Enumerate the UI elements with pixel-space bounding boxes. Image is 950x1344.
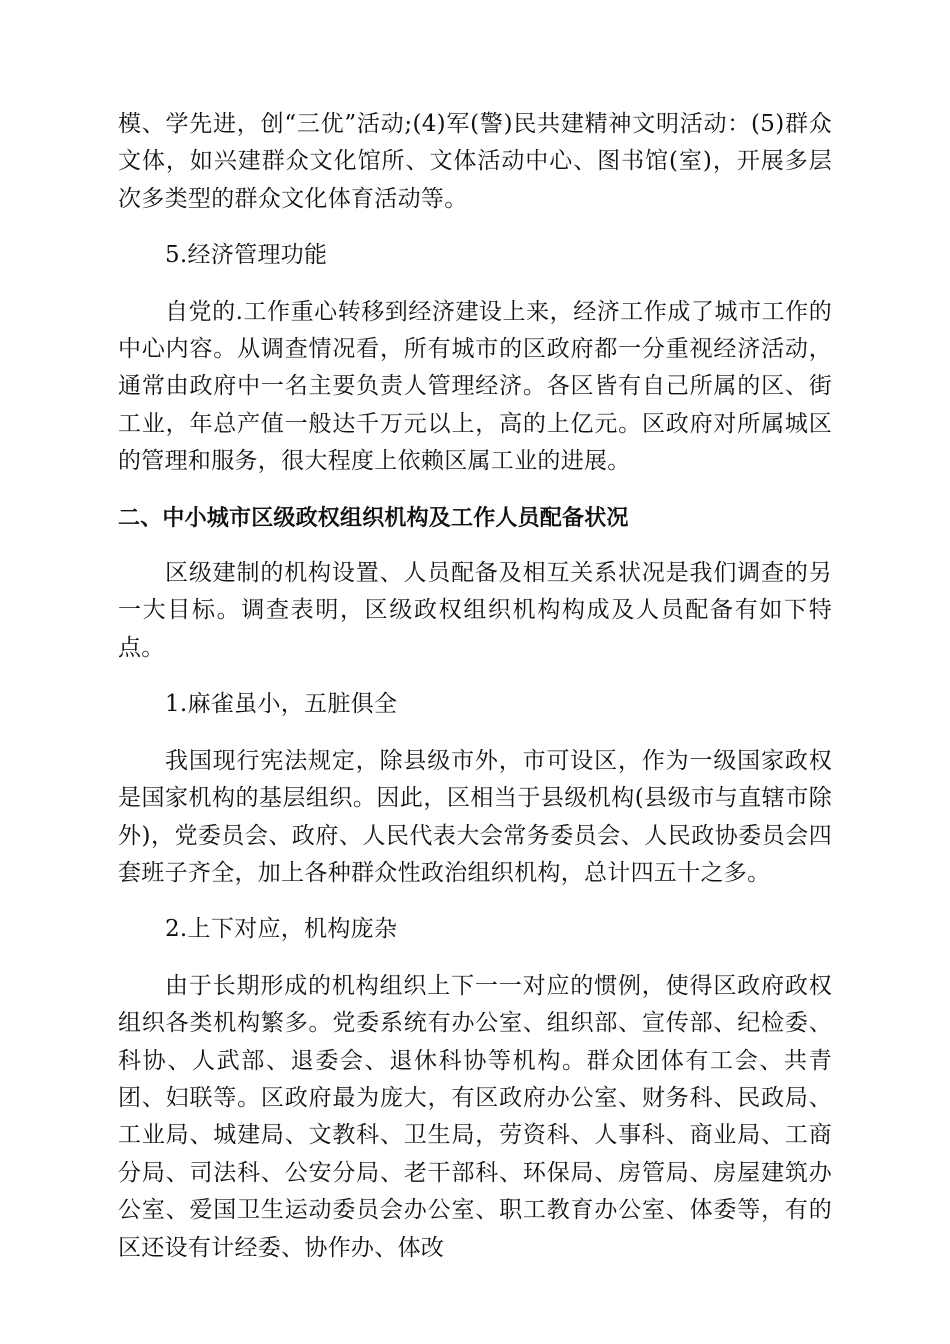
subheading-1: 1.麻雀虽小，五脏俱全 — [165, 691, 398, 718]
document-page — [118, 106, 832, 1267]
body-paragraph-2: 自党的.工作重心转移到经济建设上来，经济工作成了城市工作的中心内容。从调查情况看，所有城市的区政府都一分重视经济活动，通常由政府中一名主要负责人管理经济。各区皆有自己所属的区、街工业，年总产值一般达千万元以上，高的上亿元。区政府对所属城区的管理和服务，很大程度上依赖区属工业的进展。 — [118, 298, 832, 475]
body-paragraph-3: 区级建制的机构设置、人员配备及相互关系状况是我们调查的另一大目标。调查表明，区级政权组织机构构成及人员配备有如下特点。 — [118, 560, 832, 661]
body-paragraph-4: 我国现行宪法规定，除县级市外，市可设区，作为一级国家政权是国家机构的基层组织。因此，区相当于县级机构(县级市与直辖市除外)，党委员会、政府、人民代表大会常务委员会、人民政协委员会四套班子齐全，加上各种群众性政治组织机构，总计四五十之多。 — [118, 747, 832, 886]
section-heading-2: 二、中小城市区级政权组织机构及工作人员配备状况 — [118, 505, 629, 531]
subheading-2: 2.上下对应，机构庞杂 — [165, 916, 398, 943]
body-paragraph-1: 模、学先进，创“三优”活动;(4)军(警)民共建精神文明活动：(5)群众文体，如兴建群众文化馆所、文体活动中心、图书馆(室)，开展多层次多类型的群众文化体育活动等。 — [118, 111, 832, 212]
subheading-economic-management: 5.经济管理功能 — [165, 242, 328, 269]
body-paragraph-5: 由于长期形成的机构组织上下一一对应的惯例，使得区政府政权组织各类机构繁多。党委系统有办公室、组织部、宣传部、纪检委、科协、人武部、退委会、退休科协等机构。群众团体有工会、共青团、妇联等。区政府最为庞大，有区政府办公室、财务科、民政局、工业局、城建局、文教科、卫生局，劳资科、人事科、商业局、工商分局、司法科、公安分局、老干部科、环保局、房管局、房屋建筑办公室、爱国卫生运动委员会办公室、职工教育办公室、体委等，有的区还设有计经委、协作办、体改 — [118, 972, 832, 1261]
